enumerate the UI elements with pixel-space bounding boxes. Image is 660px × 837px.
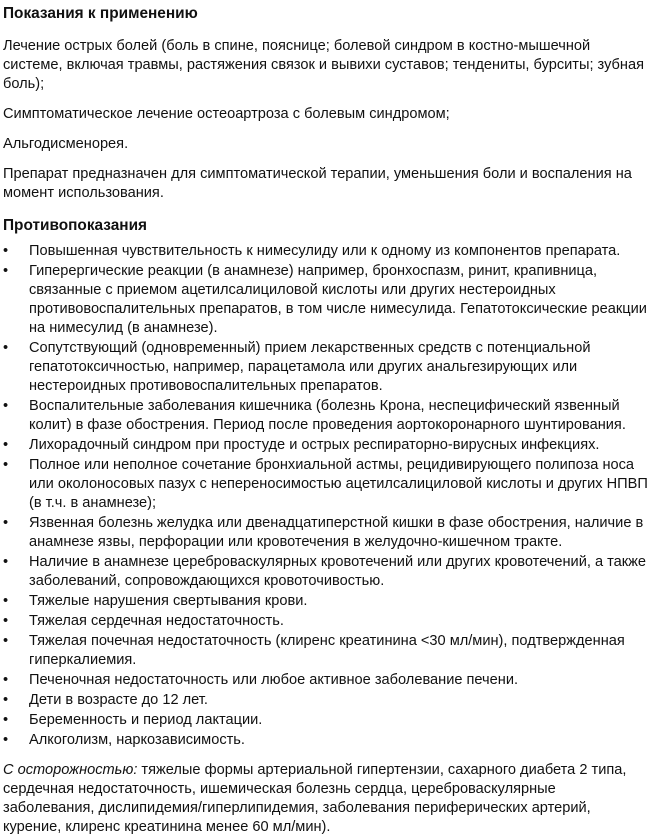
- list-item: [3, 632, 648, 670]
- bullet-icon: •: [3, 263, 9, 279]
- list-item-text: Печеночная недостаточность или любое активное заболевание печени.: [29, 672, 519, 688]
- list-item: [3, 612, 648, 631]
- bullet-icon: •: [3, 398, 9, 414]
- indications-heading: Показания к применению: [3, 5, 198, 22]
- list-item-text: Полное или неполное сочетание бронхиальной астмы, рецидивирующего полипоза носа или околоносовых пазух с непереносимостью ацетилсалициловой кислоты и других НПВП (в т.ч. в анамнезе);: [29, 457, 648, 511]
- contraindications-list: [3, 242, 648, 750]
- list-item-text: Сопутствующий (одновременный) прием лекарственных средств с потенциальной гепатотоксичностью, например, парацетамола или других анальгезирующих или нестероидных противовоспалительных препаратов.: [29, 340, 591, 394]
- bullet-icon: •: [3, 712, 9, 728]
- list-item-text: Язвенная болезнь желудка или двенадцатиперстной кишки в фазе обострения, наличие в анамнезе язвы, перфорации или кровотечения в желудочно-кишечном тракте.: [29, 515, 644, 550]
- list-item-text: Воспалительные заболевания кишечника (болезнь Крона, неспецифический язвенный колит) в фазе обострения. Период после проведения аортокоронарного шунтирования.: [29, 398, 626, 433]
- list-item: [3, 339, 648, 396]
- list-item: [3, 553, 648, 591]
- list-item: [3, 592, 648, 611]
- list-item-text: Лихорадочный синдром при простуде и острых респираторно-вирусных инфекциях.: [29, 437, 600, 453]
- indication-paragraph-3: Альгодисменорея.: [3, 136, 129, 152]
- list-item-text: Тяжелая сердечная недостаточность.: [29, 613, 284, 629]
- caution-lead: С осторожностью:: [3, 762, 138, 778]
- bullet-icon: •: [3, 340, 9, 356]
- list-item: [3, 436, 648, 455]
- list-item-text: Алкоголизм, наркозависимость.: [29, 732, 245, 748]
- bullet-icon: •: [3, 613, 9, 629]
- list-item-text: Повышенная чувствительность к нимесулиду или к одному из компонентов препарата.: [29, 243, 621, 259]
- bullet-icon: •: [3, 554, 9, 570]
- bullet-icon: •: [3, 732, 9, 748]
- caution-paragraph: [3, 761, 648, 837]
- indication-paragraph-1: Лечение острых болей (боль в спине, пояснице; болевой синдром в костно-мышечной системе, включая травмы, растяжения связок и вывихи суставов; тендениты, бурситы; зубная боль);: [3, 38, 644, 92]
- bullet-icon: •: [3, 515, 9, 531]
- bullet-icon: •: [3, 593, 9, 609]
- indication-paragraph-2: Симптоматическое лечение остеоартроза с болевым синдромом;: [3, 106, 450, 122]
- list-item-text: Тяжелая почечная недостаточность (клиренс креатинина <30 мл/мин), подтвержденная гиперкалиемия.: [29, 633, 625, 668]
- document-page: [0, 2, 648, 837]
- bullet-icon: •: [3, 437, 9, 453]
- caution-text: тяжелые формы артериальной гипертензии, сахарного диабета 2 типа, сердечная недостаточность, ишемическая болезнь сердца, цереброваскулярные заболевания, дислипидемия/гиперлипидемия, заболевания периферических артерий, курение, клиренс креатинина менее 60 мл/мин).: [3, 762, 627, 835]
- list-item: [3, 514, 648, 552]
- list-item: [3, 242, 648, 261]
- list-item: [3, 262, 648, 338]
- list-item: [3, 731, 648, 750]
- list-item: [3, 671, 648, 690]
- bullet-icon: •: [3, 243, 9, 259]
- bullet-icon: •: [3, 633, 9, 649]
- contraindications-heading: Противопоказания: [3, 217, 148, 234]
- list-item-text: Наличие в анамнезе цереброваскулярных кровотечений или других кровотечений, а также заболеваний, сопровождающихся кровоточивостью.: [29, 554, 647, 589]
- bullet-icon: •: [3, 672, 9, 688]
- indication-paragraph-4: Препарат предназначен для симптоматической терапии, уменьшения боли и воспаления на момент использования.: [3, 166, 632, 201]
- list-item: [3, 711, 648, 730]
- list-item-text: Беременность и период лактации.: [29, 712, 263, 728]
- list-item-text: Дети в возрасте до 12 лет.: [29, 692, 208, 708]
- list-item: [3, 456, 648, 513]
- list-item: [3, 397, 648, 435]
- bullet-icon: •: [3, 692, 9, 708]
- bullet-icon: •: [3, 457, 9, 473]
- list-item-text: Тяжелые нарушения свертывания крови.: [29, 593, 308, 609]
- list-item-text: Гиперергические реакции (в анамнезе) например, бронхоспазм, ринит, крапивница, связанные с приемом ацетилсалициловой кислоты или других нестероидных противовоспалительных препаратов, в том числе нимесулида. Гепатотоксические реакции на нимесулид (в анамнезе).: [29, 263, 647, 336]
- list-item: [3, 691, 648, 710]
